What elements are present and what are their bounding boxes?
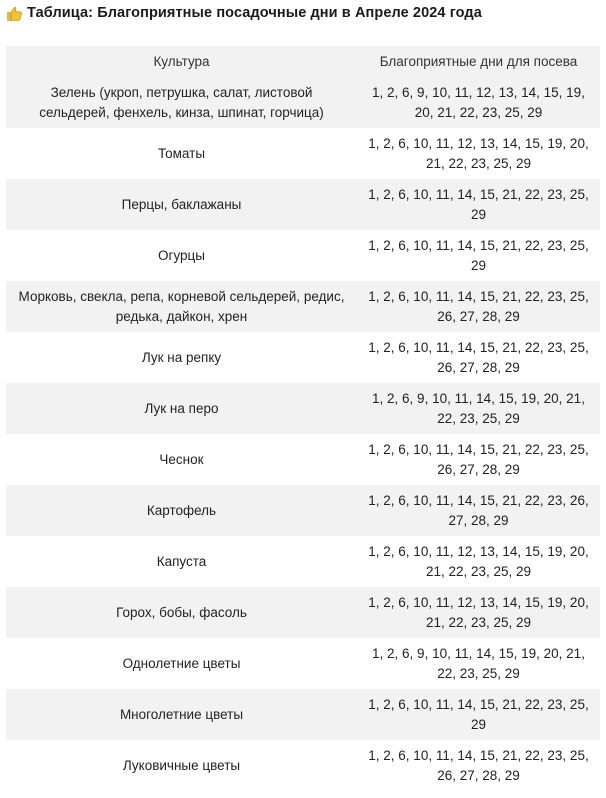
table-row [6,689,600,740]
crop-cell: Картофель [146,502,217,518]
crop-cell: Многолетние цветы [119,706,244,722]
header-crop: Культура [153,53,210,69]
days-cell: 1, 2, 6, 10, 11, 12, 13, 14, 15, 19, 20, 21, 22, 23, 25, 29 [368,594,589,630]
table-title [6,3,482,23]
table-row [6,434,600,485]
table-row [6,281,600,332]
crop-cell: Однолетние цветы [122,655,241,671]
crop-cell: Огурцы [158,247,205,263]
table-row [6,383,600,434]
table-row [6,485,600,536]
crop-cell: Зелень (укроп, петрушка, салат, листовой сельдерей, фенхель, кинза, шпинат, горчица) [39,84,324,120]
crop-cell: Лук на перо [144,400,219,416]
crop-cell: Томаты [157,145,206,161]
days-cell: 1, 2, 6, 9, 10, 11, 14, 15, 19, 20, 21, 22, 23, 25, 29 [372,645,585,681]
page-title: Таблица: Благоприятные посадочные дни в Апреле 2024 года [27,5,482,21]
days-cell: 1, 2, 6, 10, 11, 14, 15, 21, 22, 23, 25, 26, 27, 28, 29 [368,747,589,783]
days-cell: 1, 2, 6, 9, 10, 11, 12, 13, 14, 15, 19, 20, 21, 22, 23, 25, 29 [372,84,585,120]
days-cell: 1, 2, 6, 10, 11, 14, 15, 21, 22, 23, 26, 27, 28, 29 [368,492,589,528]
table-header-row [6,46,600,77]
crop-cell: Лук на репку [141,349,222,365]
days-cell: 1, 2, 6, 10, 11, 12, 13, 14, 15, 19, 20, 21, 22, 23, 25, 29 [368,135,589,171]
crop-cell: Капуста [156,553,207,569]
days-cell: 1, 2, 6, 10, 11, 12, 13, 14, 15, 19, 20, 21, 22, 23, 25, 29 [368,543,589,579]
days-cell: 1, 2, 6, 10, 11, 14, 15, 21, 22, 23, 25, 26, 27, 28, 29 [368,339,589,375]
header-days: Благоприятные дни для посева [379,53,578,69]
table-row [6,230,600,281]
crop-cell: Луковичные цветы [122,757,241,773]
planting-days-table [6,46,600,791]
table-row [6,128,600,179]
table-row [6,638,600,689]
table-row [6,77,600,128]
crop-cell: Чеснок [159,451,204,467]
table-body [6,77,600,791]
table-row [6,536,600,587]
crop-cell: Перцы, баклажаны [121,196,242,212]
days-cell: 1, 2, 6, 10, 11, 14, 15, 21, 22, 23, 25, 29 [368,696,589,732]
crop-cell: Морковь, свекла, репа, корневой сельдерей, редис, редька, дайкон, хрен [18,288,345,324]
days-cell: 1, 2, 6, 10, 11, 14, 15, 21, 22, 23, 25, 26, 27, 28, 29 [368,288,589,324]
days-cell: 1, 2, 6, 10, 11, 14, 15, 21, 22, 23, 25, 29 [368,237,589,273]
days-cell: 1, 2, 6, 10, 11, 14, 15, 21, 22, 23, 25, 29 [368,186,589,222]
table-row [6,587,600,638]
table-row [6,332,600,383]
crop-cell: Горох, бобы, фасоль [116,604,247,620]
thumbs-up-icon [6,5,23,22]
table-row [6,740,600,791]
days-cell: 1, 2, 6, 9, 10, 11, 14, 15, 19, 20, 21, 22, 23, 25, 29 [372,390,585,426]
days-cell: 1, 2, 6, 10, 11, 14, 15, 21, 22, 23, 25, 26, 27, 28, 29 [368,441,589,477]
table-row [6,179,600,230]
